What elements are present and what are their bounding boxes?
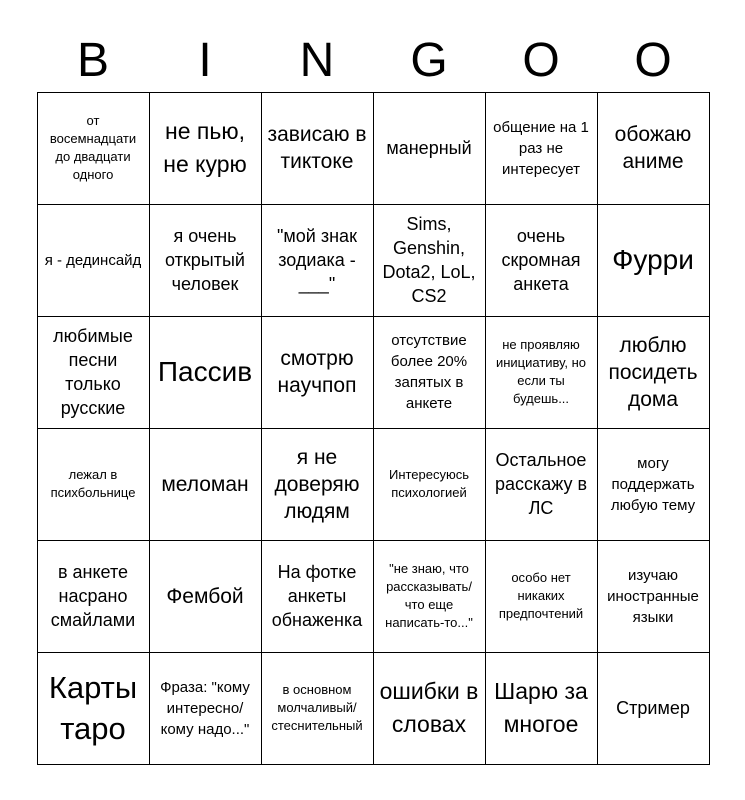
bingo-cell-r1-c3[interactable]: [261, 92, 374, 205]
cell-text: отсутствие более 20% запятых в анкете: [390, 332, 468, 412]
cell-text: очень скромная анкета: [501, 226, 581, 294]
cell-text: изучаю иностранные языки: [607, 566, 699, 626]
bingo-cell-r1-c5[interactable]: [485, 92, 598, 205]
cell-text: На фотке анкеты обнаженка: [271, 562, 363, 630]
bingo-cell-r4-c2[interactable]: [149, 428, 262, 541]
cell-text: общение на 1 раз не интересует: [493, 118, 589, 178]
bingo-cell-r6-c5[interactable]: [485, 652, 598, 765]
cell-text: Пассив: [157, 356, 253, 387]
bingo-cell-r3-c4[interactable]: [373, 316, 486, 429]
cell-text: Стример: [616, 698, 690, 718]
bingo-cell-r4-c4[interactable]: [373, 428, 486, 541]
bingo-cell-r5-c3[interactable]: [261, 540, 374, 653]
cell-text: лежал в психбольнице: [50, 467, 136, 500]
header-letter-g: G: [410, 34, 448, 87]
cell-text: не проявляю инициативу, но если ты будешь...: [495, 337, 587, 406]
bingo-cell-r5-c5[interactable]: [485, 540, 598, 653]
cell-text: Остальное расскажу в ЛС: [494, 450, 588, 518]
bingo-cell-r4-c6[interactable]: [597, 428, 710, 541]
bingo-header: [37, 30, 709, 92]
bingo-cell-r2-c3[interactable]: [261, 204, 374, 317]
cell-text: Фраза: "кому интересно/кому надо...": [160, 678, 250, 738]
cell-text: не пью, не курю: [163, 118, 247, 177]
cell-text: меломан: [161, 472, 249, 496]
cell-text: обожаю аниме: [614, 123, 692, 173]
bingo-cell-r1-c1[interactable]: [37, 92, 150, 205]
header-letter-b: B: [76, 34, 109, 87]
bingo-cell-r3-c2[interactable]: [149, 316, 262, 429]
bingo-cell-r1-c6[interactable]: [597, 92, 710, 205]
header-letter-i: I: [198, 34, 212, 87]
header-letter-o-2: O: [634, 34, 672, 87]
bingo-board: [37, 92, 709, 764]
cell-text: Фурри: [612, 244, 694, 275]
cell-text: могу поддержать любую тему: [610, 454, 696, 514]
cell-text: люблю посидеть дома: [608, 333, 698, 411]
cell-text: я не доверяю людям: [274, 445, 360, 523]
bingo-cell-r6-c3[interactable]: [261, 652, 374, 765]
bingo-cell-r5-c6[interactable]: [597, 540, 710, 653]
header-letter-n: N: [299, 34, 335, 87]
cell-text: в основном молчаливый/стеснительный: [271, 682, 363, 733]
bingo-cell-r1-c4[interactable]: [373, 92, 486, 205]
cell-text: Карты таро: [48, 670, 138, 746]
cell-text: "мой знак зодиака - ___": [277, 226, 357, 294]
cell-text: "не знаю, что рассказывать/что еще написать-то...": [385, 561, 473, 630]
cell-text: Sims, Genshin, Dota2, LoL, CS2: [382, 214, 476, 306]
bingo-cell-r2-c2[interactable]: [149, 204, 262, 317]
cell-text: Фембой: [166, 584, 244, 608]
bingo-cell-r4-c3[interactable]: [261, 428, 374, 541]
header-letter-o: O: [522, 34, 560, 87]
cell-text: особо нет никаких предпочтений: [498, 570, 584, 621]
cell-text: любимые песни только русские: [53, 326, 133, 418]
bingo-cell-r1-c2[interactable]: [149, 92, 262, 205]
cell-text: в анкете насрано смайлами: [50, 562, 136, 630]
bingo-cell-r3-c1[interactable]: [37, 316, 150, 429]
bingo-cell-r5-c1[interactable]: [37, 540, 150, 653]
bingo-cell-r4-c1[interactable]: [37, 428, 150, 541]
bingo-cell-r3-c3[interactable]: [261, 316, 374, 429]
bingo-cell-r6-c2[interactable]: [149, 652, 262, 765]
cell-text: манерный: [386, 138, 472, 158]
cell-text: Интересуюсь психологией: [388, 467, 470, 500]
cell-text: смотрю научпоп: [277, 347, 357, 397]
bingo-cell-r6-c6[interactable]: [597, 652, 710, 765]
cell-text: Шарю за многое: [494, 678, 588, 737]
cell-text: я - дединсайд: [44, 251, 142, 269]
bingo-cell-r2-c4[interactable]: [373, 204, 486, 317]
bingo-cell-r3-c5[interactable]: [485, 316, 598, 429]
bingo-cell-r6-c4[interactable]: [373, 652, 486, 765]
bingo-cell-r3-c6[interactable]: [597, 316, 710, 429]
bingo-cell-r2-c1[interactable]: [37, 204, 150, 317]
cell-text: от восемнадцати до двадцати одного: [49, 113, 137, 182]
bingo-cell-r6-c1[interactable]: [37, 652, 150, 765]
bingo-cell-r2-c6[interactable]: [597, 204, 710, 317]
bingo-cell-r5-c2[interactable]: [149, 540, 262, 653]
cell-text: ошибки в словах: [379, 678, 479, 737]
cell-text: я очень открытый человек: [165, 226, 245, 294]
cell-text: зависаю в тиктоке: [267, 123, 367, 173]
bingo-cell-r4-c5[interactable]: [485, 428, 598, 541]
bingo-cell-r5-c4[interactable]: [373, 540, 486, 653]
bingo-cell-r2-c5[interactable]: [485, 204, 598, 317]
